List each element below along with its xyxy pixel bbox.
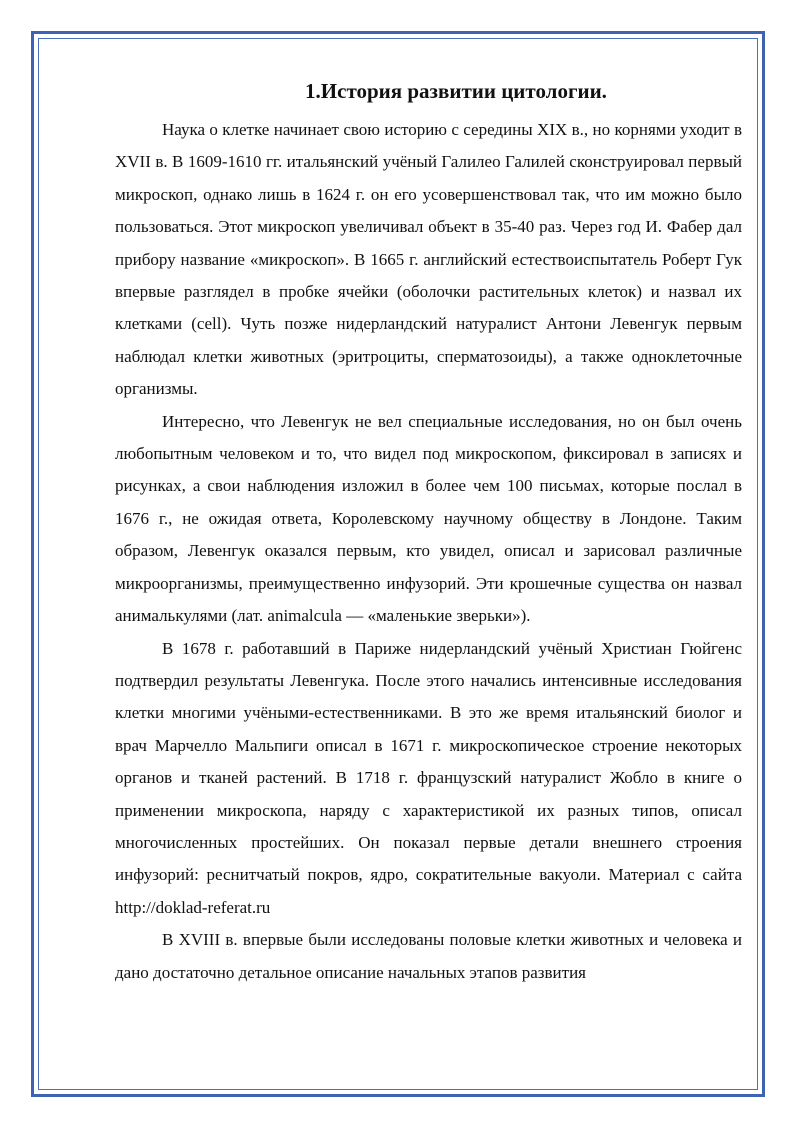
paragraph-4: В XVIII в. впервые были исследованы половые клетки животных и человека и дано достаточно детальное описание начальных этапов развития: [115, 930, 742, 982]
document-title: 1.История развитии цитологии.: [305, 79, 607, 103]
paragraph-3: В 1678 г. работавший в Париже нидерландский учёный Христиан Гюйгенс подтвердил результаты Левенгука. После этого начались интенсивные исследования клетки многими учёными-естественниками. В это же время итальянский биолог и врач Марчелло Мальпиги описал в 1671 г. микроскопическое строение некоторых органов и тканей растений. В 1718 г. французский натуралист Жобло в книге о применении микроскопа, наряду с характеристикой их разных типов, описал многочисленных простейших. Он показал первые детали внешнего строения инфузорий: реснитчатый покров, ядро, сократительные вакуоли. Материал с сайта http://doklad-referat.ru: [115, 638, 742, 917]
paragraph-2: Интересно, что Левенгук не вел специальные исследования, но он был очень любопытным человеком и то, что видел под микроскопом, фиксировал в записях и рисунках, а свои наблюдения изложил в более чем 100 письмах, которые послал в 1676 г., не ожидая ответа, Королевскому научному обществу в Лондоне. Таким образом, Левенгук оказался первым, кто увидел, описал и зарисовал различные микроорганизмы, преимущественно инфузорий. Эти крошечные существа он назвал анималькулями (лат. animalcula — «маленькие зверьки»).: [115, 411, 742, 626]
document-body: [115, 72, 742, 989]
paragraph-1: Наука о клетке начинает свою историю с середины XIX в., но корнями уходит в XVII в. В 1609-1610 гг. итальянский учёный Галилео Галилей сконструировал первый микроскоп, однако лишь в 1624 г. он его усовершенствовал так, что им можно было пользоваться. Этот микроскоп увеличивал объект в 35-40 раз. Через год И. Фабер дал прибору название «микроскоп». В 1665 г. английский естествоиспытатель Роберт Гук впервые разглядел в пробке ячейки (оболочки растительных клеток) и назвал их клетками (cell). Чуть позже нидерландский натуралист Антони Левенгук первым наблюдал клетки животных (эритроциты, сперматозоиды), а также одноклеточные организмы.: [115, 120, 742, 399]
